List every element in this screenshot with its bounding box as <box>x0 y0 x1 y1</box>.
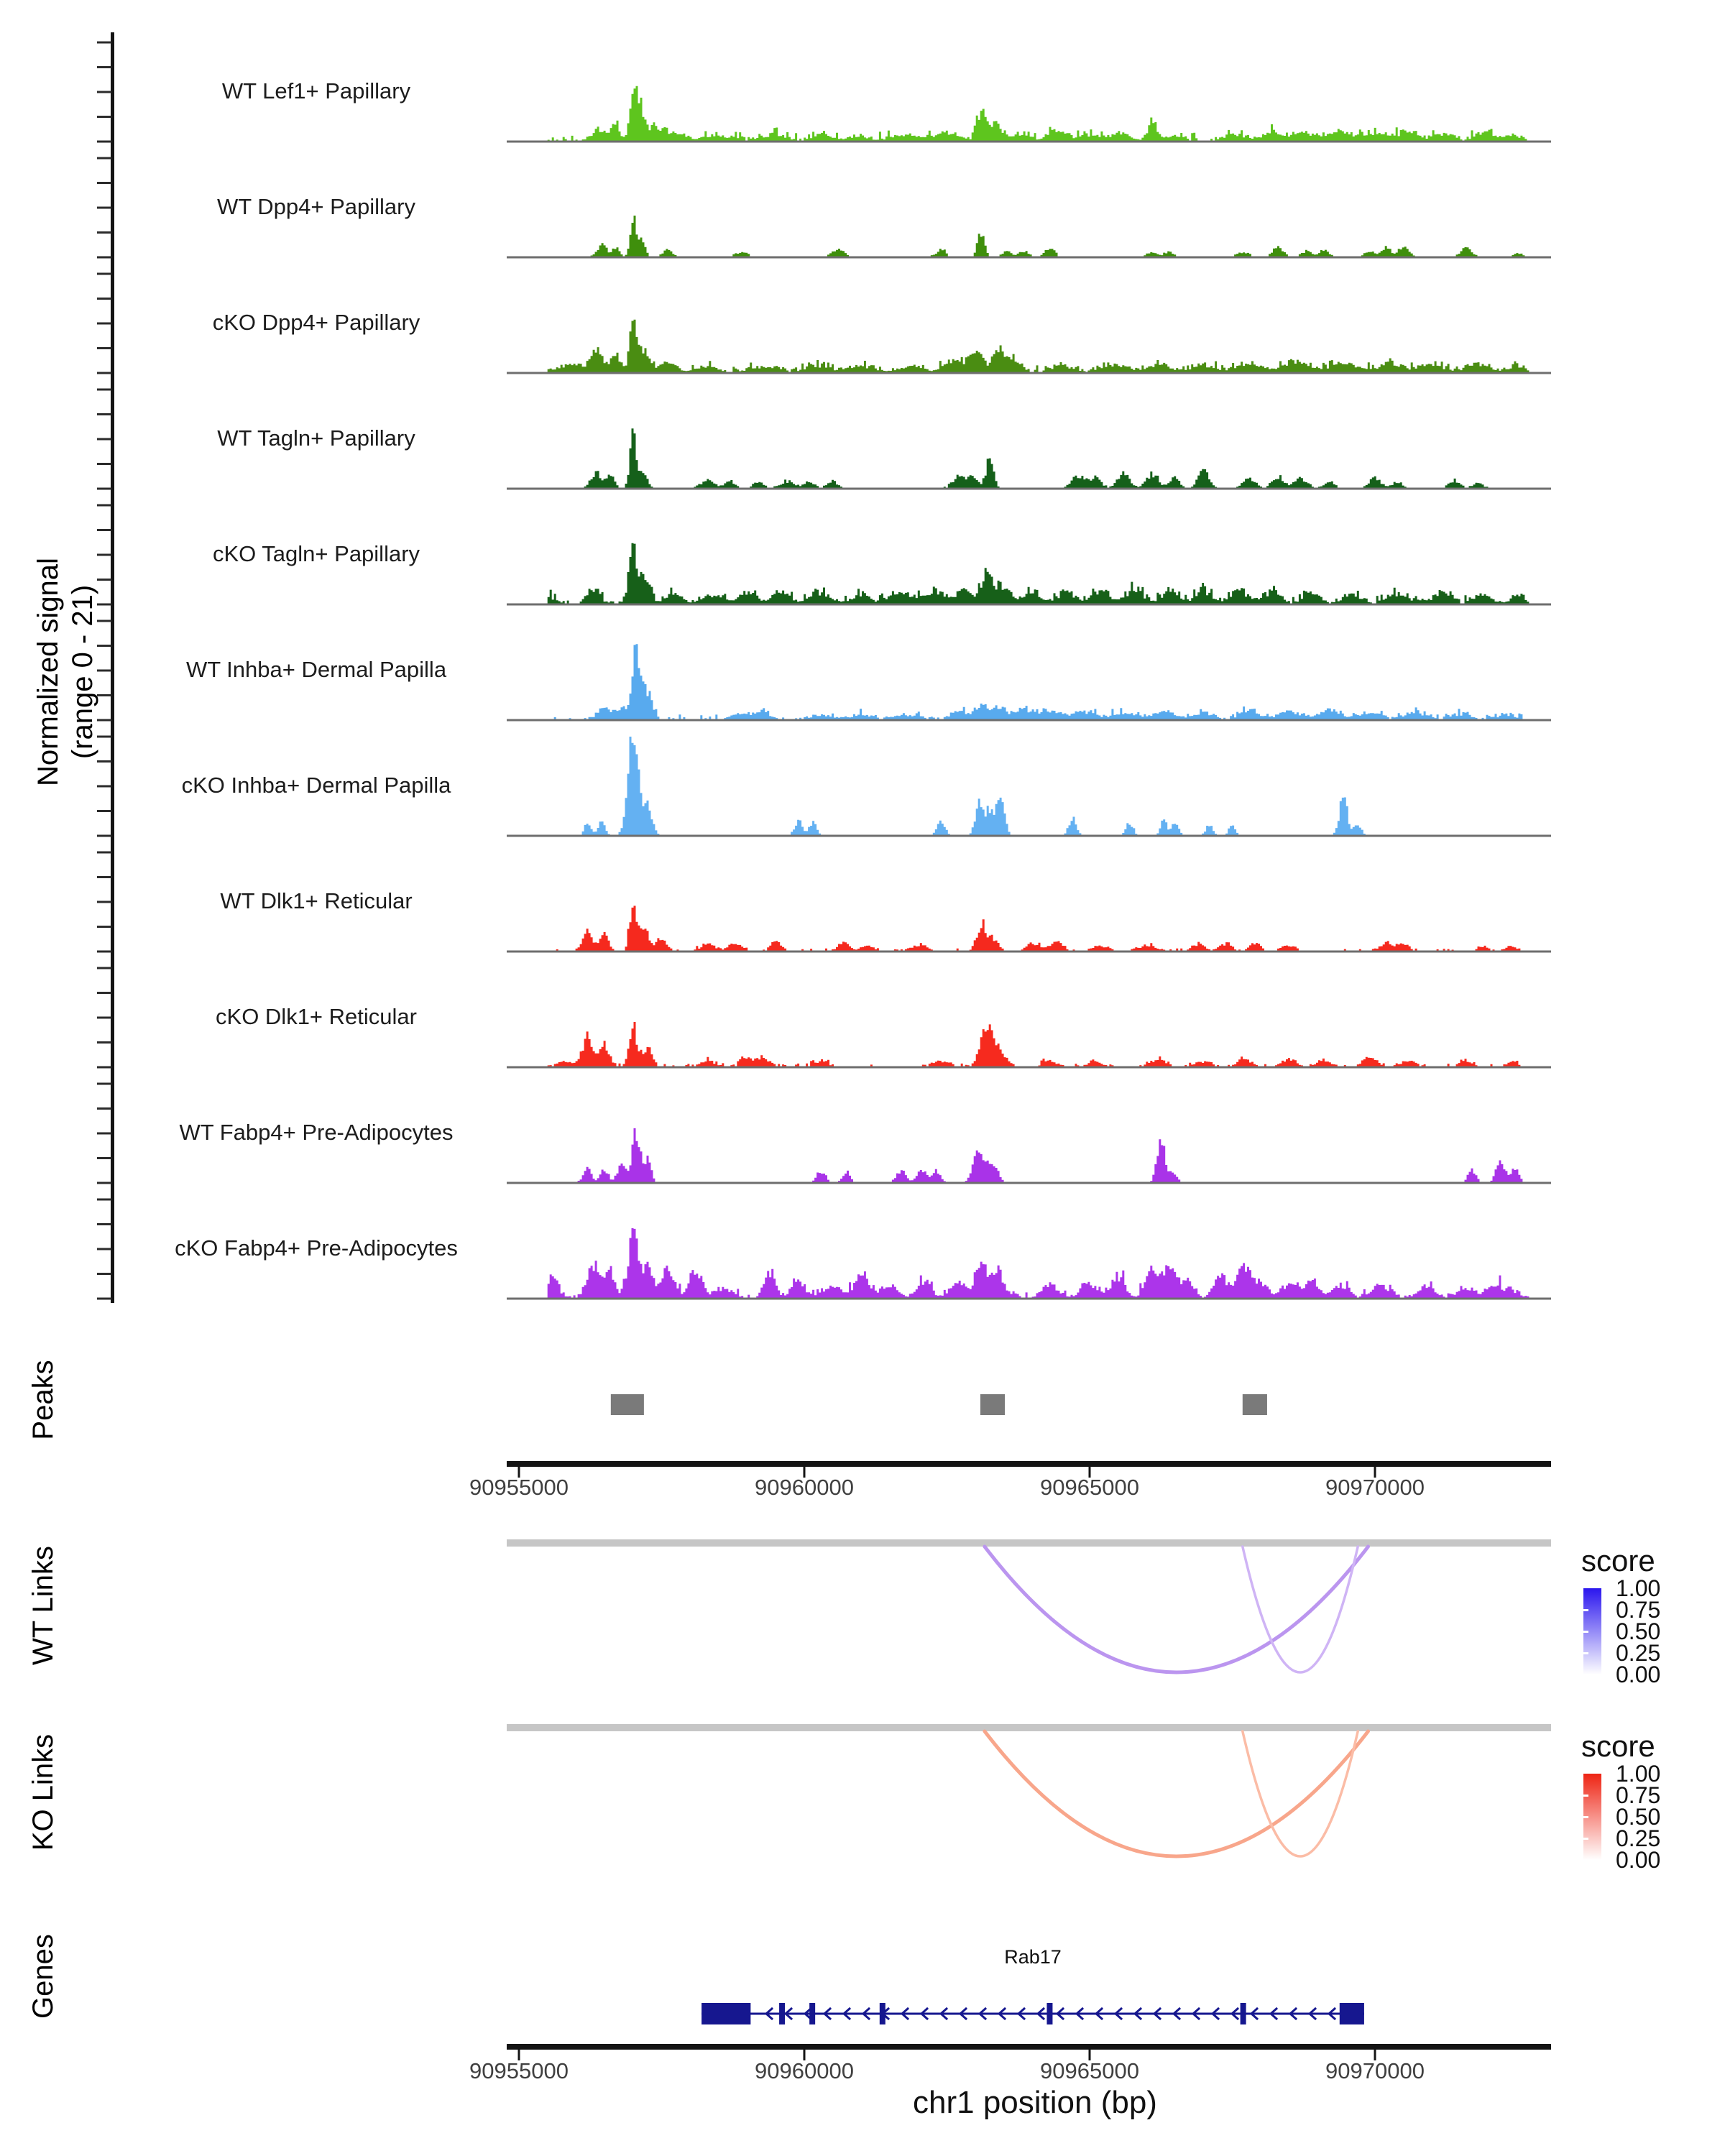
track-label-4: cKO Tagln+ Papillary <box>212 541 420 566</box>
wt-links-arc-1 <box>1243 1547 1358 1672</box>
signal-track-4 <box>507 543 1551 604</box>
axis-b-tick-1: 90960000 <box>755 2058 854 2083</box>
track-label-9: WT Fabp4+ Pre-Adipocytes <box>179 1120 454 1145</box>
wt-links <box>507 1539 1551 1672</box>
coverage-area-3 <box>548 428 1530 489</box>
exon-box <box>1241 2003 1246 2024</box>
wt-legend-tick-4: 0.00 <box>1616 1662 1661 1687</box>
signal-track-3 <box>507 428 1551 489</box>
signal-track-8 <box>507 1022 1551 1067</box>
ko-legend-dash <box>1583 1838 1588 1840</box>
section-label-genes: Genes <box>27 1934 59 2019</box>
coverage-area-10 <box>548 1228 1530 1299</box>
exon-box <box>1340 2003 1364 2024</box>
wt-legend-dash <box>1583 1609 1588 1611</box>
track-label-8: cKO Dlk1+ Reticular <box>216 1004 417 1029</box>
track-label-2: cKO Dpp4+ Papillary <box>212 310 420 335</box>
wt-legend-tick-2: 0.50 <box>1616 1618 1661 1644</box>
signal-track-2 <box>507 320 1551 373</box>
gene-name-label: Rab17 <box>1004 1946 1062 1968</box>
coverage-area-8 <box>548 1022 1530 1067</box>
coverage-area-2 <box>548 320 1530 373</box>
peaks-track <box>611 1394 1267 1415</box>
wt-legend-tick-3: 0.25 <box>1616 1640 1661 1666</box>
signal-track-6 <box>507 737 1551 836</box>
ko-legend-tick-3: 0.25 <box>1616 1825 1661 1851</box>
wt-legend-tick-0: 1.00 <box>1616 1575 1661 1601</box>
wt-legend-tick-1: 0.75 <box>1616 1597 1661 1623</box>
ko-score-legend-title: score <box>1581 1729 1655 1763</box>
exon-box <box>880 2003 886 2024</box>
ko-legend-tick-1: 0.75 <box>1616 1782 1661 1808</box>
axis-a-tick-2: 90965000 <box>1040 1475 1139 1500</box>
exon-box <box>779 2003 785 2024</box>
axis-b-tick-3: 90970000 <box>1325 2058 1425 2083</box>
track-label-3: WT Tagln+ Papillary <box>217 425 415 451</box>
ko-links <box>507 1724 1551 1856</box>
wt-links-arc-0 <box>985 1547 1368 1672</box>
section-label-wt-links: WT Links <box>27 1546 59 1665</box>
coverage-area-1 <box>548 216 1530 257</box>
axis-a-tick-3: 90970000 <box>1325 1475 1425 1500</box>
signal-track-5 <box>507 644 1551 720</box>
coverage-area-9 <box>548 1128 1530 1183</box>
track-label-6: cKO Inhba+ Dermal Papilla <box>181 773 451 798</box>
x-axis-label: chr1 position (bp) <box>913 2085 1157 2120</box>
ko-legend-tick-0: 1.00 <box>1616 1761 1661 1787</box>
peak-box <box>1243 1394 1267 1415</box>
axis-a-tick-1: 90960000 <box>755 1475 854 1500</box>
track-label-1: WT Dpp4+ Papillary <box>217 194 415 219</box>
axis-a-tick-0: 90955000 <box>469 1475 569 1500</box>
ko-legend-tick-4: 0.00 <box>1616 1847 1661 1873</box>
axis-b-tick-0: 90955000 <box>469 2058 569 2083</box>
signal-track-7 <box>507 906 1551 952</box>
exon-box <box>809 2003 815 2024</box>
gene-model <box>702 2003 1364 2024</box>
coverage-area-4 <box>548 543 1530 604</box>
ko-legend-tick-2: 0.50 <box>1616 1804 1661 1830</box>
section-label-ko-links: KO Links <box>27 1733 59 1851</box>
section-label-peaks: Peaks <box>27 1360 59 1440</box>
ko-links-arc-1 <box>1243 1731 1358 1856</box>
ko-legend-dash <box>1583 1795 1588 1797</box>
coverage-area-0 <box>548 86 1530 142</box>
peak-box <box>980 1394 1005 1415</box>
exon-box <box>1046 2003 1052 2024</box>
track-label-5: WT Inhba+ Dermal Papilla <box>185 657 447 682</box>
track-label-7: WT Dlk1+ Reticular <box>220 888 413 913</box>
track-label-10: cKO Fabp4+ Pre-Adipocytes <box>175 1235 458 1261</box>
wt-legend-dash <box>1583 1631 1588 1633</box>
ko-legend-dash <box>1583 1816 1588 1818</box>
y-axis-label-line1: Normalized signal <box>32 558 64 786</box>
signal-track-0 <box>507 86 1551 142</box>
ko-links-arc-0 <box>985 1731 1368 1856</box>
track-label-0: WT Lef1+ Papillary <box>221 78 411 103</box>
signal-track-10 <box>507 1228 1551 1299</box>
coverage-area-7 <box>548 906 1530 952</box>
coverage-area-6 <box>548 737 1530 836</box>
axis-b-tick-2: 90965000 <box>1040 2058 1139 2083</box>
wt-legend-dash <box>1583 1652 1588 1654</box>
exon-box <box>702 2003 750 2024</box>
peak-box <box>611 1394 644 1415</box>
coverage-area-5 <box>548 644 1530 720</box>
wt-score-legend-title: score <box>1581 1544 1655 1577</box>
y-axis-label-line2: (range 0 - 21) <box>67 584 98 760</box>
y-axis-label <box>31 384 100 959</box>
signal-track-1 <box>507 216 1551 257</box>
signal-track-9 <box>507 1128 1551 1183</box>
